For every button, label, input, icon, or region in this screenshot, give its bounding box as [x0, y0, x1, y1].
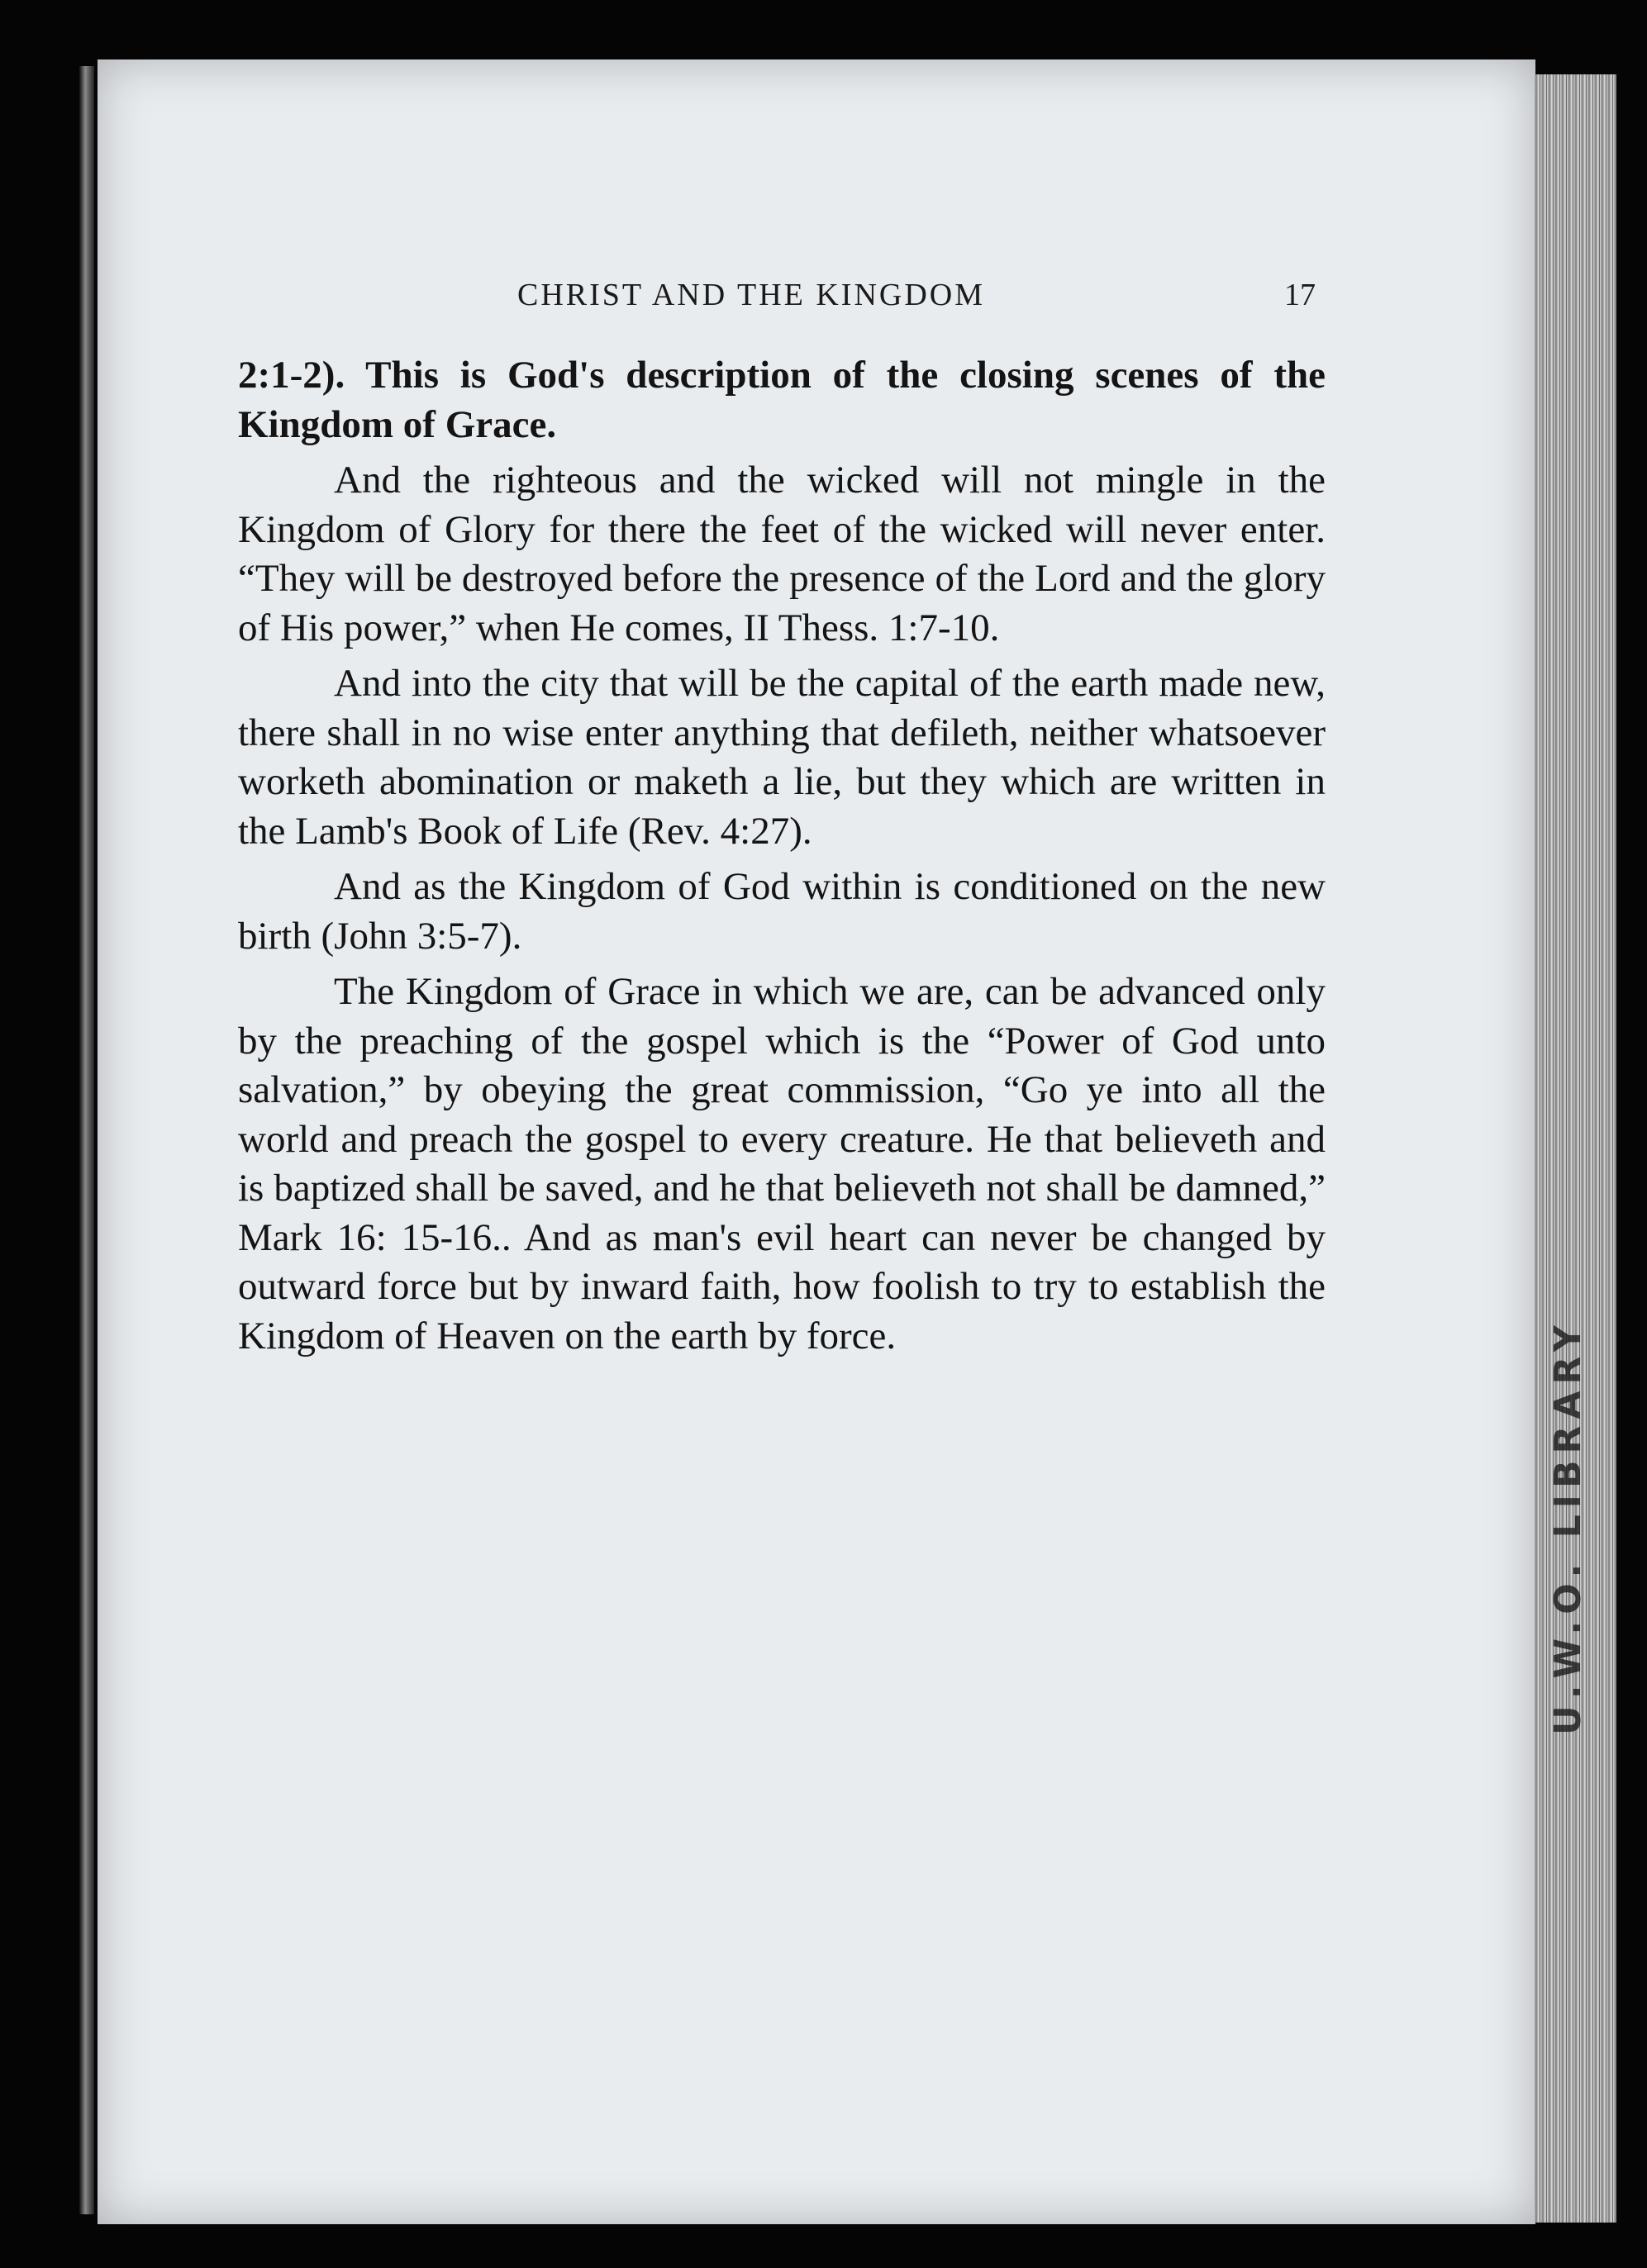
- paragraph: The Kingdom of Grace in which we are, can be advanced only by the preaching of the gospel which is the “Power of God unto salvation,” by obeying the great commission, “Go ye into all the world and preach the gospel to every creature. He that believeth and is baptized shall be saved, and he that believeth not shall be damned,” Mark 16: 15-16.. And as man's evil heart can never be changed by outward force but by inward faith, how foolish to try to establish the Kingdom of Heaven on the earth by force.: [238, 970, 1326, 1357]
- running-head: CHRIST AND THE KINGDOM: [517, 278, 986, 312]
- paragraph: 2:1-2). This is God's description of the closing scenes of the Kingdom of Grace.: [238, 354, 1326, 446]
- page-number: 17: [1284, 278, 1316, 312]
- paragraph: And into the city that will be the capital of the earth made new, there shall in no wise enter anything that defileth, neither whatsoever worketh abomination or maketh a lie, but they which are written in the Lamb's Book of Life (Rev. 4:27).: [238, 662, 1326, 853]
- page-body: [238, 351, 1326, 1367]
- paragraph: And as the Kingdom of God within is conditioned on the new birth (John 3:5-7).: [238, 865, 1326, 958]
- library-stamp: U.W.O. LIBRARY: [1547, 1319, 1589, 1735]
- paragraph: And the righteous and the wicked will not mingle in the Kingdom of Glory for there the feet of the wicked will never enter. “They will be destroyed before the presence of the Lord and the glory of His power,” when He comes, II Thess. 1:7-10.: [238, 459, 1326, 649]
- film-edge: [79, 66, 94, 2214]
